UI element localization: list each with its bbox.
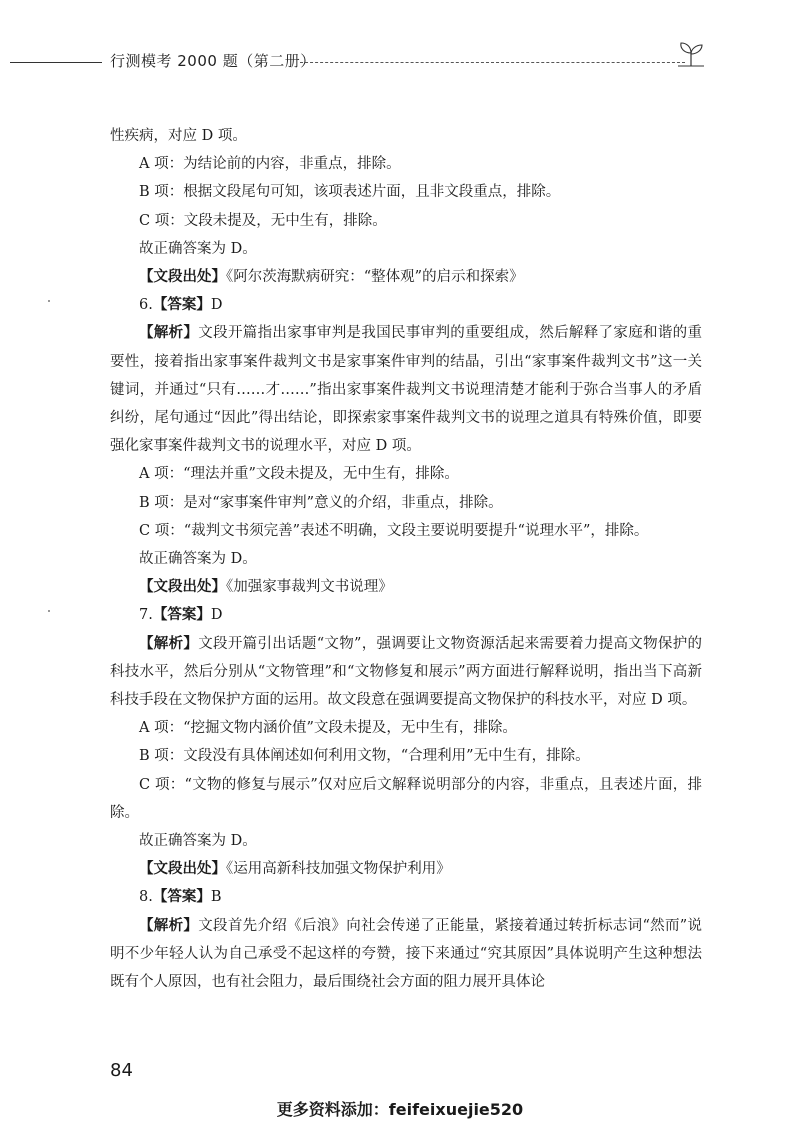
header-rule-right (300, 62, 685, 63)
question-number: 8. (139, 889, 153, 906)
correct-answer-line: 故正确答案为 D。 (139, 240, 257, 257)
option-a-note: A 项：“挖掘文物内涵价值”文段未提及，无中生有，排除。 (139, 720, 517, 737)
answer-line-6 (110, 291, 702, 319)
analysis-paragraph-7 (110, 630, 702, 715)
header-title: 行测模考 2000 题（第二册） (110, 52, 316, 70)
source-line (110, 263, 702, 291)
analysis-paragraph-6 (110, 319, 702, 460)
analysis-label: 【解析】 (139, 325, 199, 342)
answer-label: 【答案】 (152, 297, 211, 314)
answer-label: 【答案】 (152, 607, 211, 624)
margin-mark (48, 300, 50, 302)
sprout-icon (676, 40, 706, 68)
option-c-note: C 项：“裁判文书须完善”表述不明确，文段主要说明要提升“说理水平”，排除。 (139, 522, 649, 539)
question-number: 6. (139, 297, 153, 314)
correct-answer-line: 故正确答案为 D。 (139, 551, 257, 568)
source-label: 【文段出处】 (139, 269, 226, 286)
analysis-text: 文段首先介绍《后浪》向社会传递了正能量，紧接着通过转折标志词“然而”说明不少年轻人认为自己承受不起这样的夸赞，接下来通过“究其原因”具体说明产生这种想法既有个人原因，也有社会阻力，最后围绕社会方面的阻力展开具体论 (110, 917, 703, 991)
source-title: 《加强家事裁判文书说理》 (226, 579, 393, 596)
analysis-label: 【解析】 (139, 635, 199, 652)
analysis-paragraph-8 (110, 912, 702, 997)
analysis-text: 文段开篇引出话题“文物”，强调要让文物资源活起来需要着力提高文物保护的科技水平，然后分别从“文物管理”和“文物修复和展示”两方面进行解释说明，指出当下高新科技手段在文物保护方面的运用。故文段意在强调要提高文物保护的科技水平，对应 D 项。 (110, 635, 703, 709)
option-b-note: B 项：根据文段尾句可知，该项表述片面，且非文段重点，排除。 (139, 184, 561, 201)
option-a-note: A 项：为结论前的内容，非重点，排除。 (139, 156, 401, 173)
answer-explanations (110, 122, 702, 996)
source-label: 【文段出处】 (139, 579, 226, 596)
answer-value: D (210, 297, 223, 314)
option-c-note: C 项：文段未提及，无中生有，排除。 (139, 212, 387, 229)
answer-value: D (210, 607, 223, 624)
analysis-text: 文段开篇指出家事审判是我国民事审判的重要组成，然后解释了家庭和谐的重要性，接着指出家事案件裁判文书是家事案件审判的结晶，引出“家事案件裁判文书”这一关键词，并通过“只有……才……”指出家事案件裁判文书说理清楚才能利于弥合当事人的矛盾纠纷，尾句通过“因此”得出结论，即探索家事案件裁判文书的说理之道具有特殊价值，即要强化家事案件裁判文书的说理水平，对应 D 项。 (110, 325, 702, 455)
correct-answer-line: 故正确答案为 D。 (139, 833, 257, 850)
answer-line-7 (110, 601, 702, 629)
page-number: 84 (110, 1060, 133, 1081)
source-title: 《阿尔茨海默病研究：“整体观”的启示和探索》 (226, 269, 524, 286)
answer-value: B (210, 889, 222, 906)
answer-label: 【答案】 (152, 889, 211, 906)
running-header (0, 40, 800, 80)
answer-line-8 (110, 883, 702, 911)
source-line (110, 573, 702, 601)
analysis-label: 【解析】 (139, 917, 199, 934)
option-a-note: A 项：“理法并重”文段未提及，无中生有，排除。 (139, 466, 459, 483)
text-line: 性疾病，对应 D 项。 (110, 128, 247, 144)
header-rule-left (10, 62, 102, 63)
source-label: 【文段出处】 (139, 861, 226, 878)
margin-mark (48, 610, 50, 612)
option-b-note: B 项：文段没有具体阐述如何利用文物，“合理利用”无中生有，排除。 (139, 748, 590, 765)
option-b-note: B 项：是对“家事案件审判”意义的介绍，非重点，排除。 (139, 494, 503, 511)
source-line (110, 855, 702, 883)
question-number: 7. (139, 607, 153, 624)
footer-note: 更多资料添加：feifeixuejie520 (276, 1100, 524, 1119)
option-c-note: C 项：“文物的修复与展示”仅对应后文解释说明部分的内容，非重点，且表述片面，排除。 (110, 776, 702, 821)
source-title: 《运用高新科技加强文物保护利用》 (226, 861, 451, 878)
